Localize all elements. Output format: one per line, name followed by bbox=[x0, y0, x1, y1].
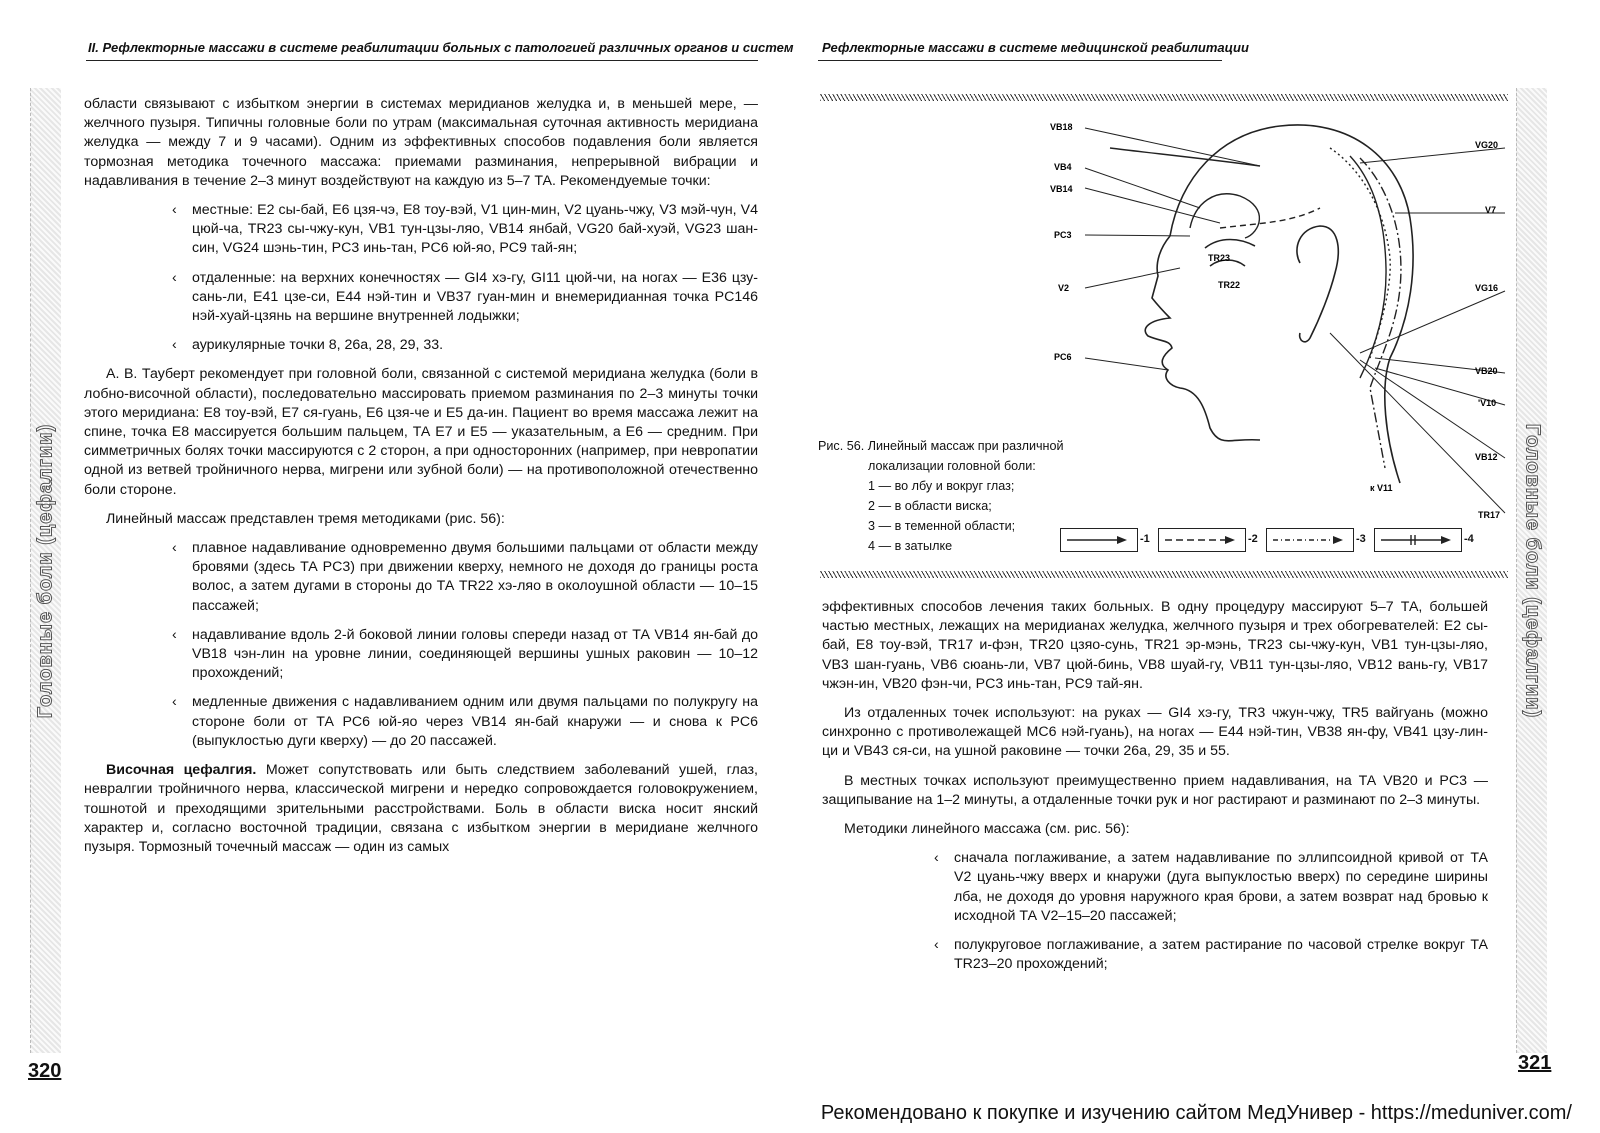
caption-line: 3 — в теменной области; bbox=[868, 519, 1016, 533]
line-1-forehead bbox=[1190, 194, 1259, 238]
label-v10: 'V10 bbox=[1478, 398, 1497, 408]
left-side-tab bbox=[30, 88, 61, 1053]
label-vb18: VB18 bbox=[1050, 122, 1073, 132]
legend-solid-line bbox=[1060, 528, 1138, 552]
bullet-text: надавливание вдоль 2-й боковой линии головы спереди назад от ТА VB14 ян-бай до VB18 чэн-лин на уровне линии, соединяющей вершины ушных раковин — 10–12 прохождений; bbox=[192, 626, 758, 682]
page-number-value: 320 bbox=[28, 1060, 62, 1082]
label-vg20: VG20 bbox=[1475, 140, 1499, 150]
label-vb14: VB14 bbox=[1050, 184, 1073, 194]
left-header-rule bbox=[86, 60, 758, 61]
bullet-text: отдаленные: на верхних конечностях — GI4 хэ-гу, GI11 цюй-чи, на ногах — E36 цзу-сань-ли, E41 цзе-си, E44 нэй-тин и VB37 гуан-мин и внемеридианная точка PC146 нэй-хуай-цзянь на вершине внутренней лодыжки; bbox=[192, 269, 758, 325]
bullet-distant-points bbox=[172, 269, 758, 327]
right-header-rule bbox=[818, 60, 1222, 61]
legend-dotted-line bbox=[1266, 528, 1354, 552]
label-vb20: VB20 bbox=[1475, 366, 1498, 376]
label-vg16: VG16 bbox=[1475, 283, 1499, 293]
right-running-header: Рефлекторные массажи в системе медицинской реабилитации bbox=[822, 40, 1249, 55]
bullet-ellipsoid-technique bbox=[934, 849, 1488, 926]
caption-line: 1 — во лбу и вокруг глаз; bbox=[868, 479, 1015, 493]
label-v2: V2 bbox=[1058, 283, 1070, 293]
label-tr23: TR23 bbox=[1208, 253, 1231, 263]
left-side-tab-label: Головные боли (цефалгии) bbox=[34, 423, 57, 718]
caption-title: Рис. 56. Линейный массаж при различной bbox=[818, 439, 1064, 453]
label-tr22: TR22 bbox=[1218, 280, 1241, 290]
legend-dashed-line bbox=[1158, 528, 1246, 552]
bullet-technique-2 bbox=[172, 626, 758, 684]
bullet-marker: ‹ bbox=[934, 850, 939, 867]
right-paragraph-3: В местных точках используют преимущественно прием надавливания, на ТА VB20 и PC3 — защипывание на 1–2 минуты, а отдаленные точки рук и ног растирают и разминают по 2–3 минуты. bbox=[822, 772, 1488, 808]
bullet-text: полукруговое поглаживание, а затем растирание по часовой стрелке вокруг ТА TR23–20 прохождений; bbox=[954, 937, 1488, 973]
legend-label-4: -4 bbox=[1464, 533, 1474, 545]
right-body-text bbox=[822, 598, 1488, 984]
label-tr17: TR17 bbox=[1478, 510, 1501, 520]
bullet-marker: ‹ bbox=[172, 626, 177, 643]
footer-recommendation: Рекомендовано к покупке и изучению сайтом МедУнивер - https://meduniver.com/ bbox=[820, 1102, 1572, 1124]
legend-solid-arrow bbox=[1061, 529, 1137, 551]
caption-line: 2 — в области виска; bbox=[868, 499, 992, 513]
bullet-text: медленные движения с надавливанием одним или двумя пальцами по полукругу на стороне боли от ТА PC6 юй-яо через VB14 ян-бай кнаружи — и снова к PC6 (выпуклостью дуги кверху) — до 20 пассажей. bbox=[192, 694, 758, 749]
page-number-value: 321 bbox=[1518, 1052, 1552, 1074]
bullet-marker: ‹ bbox=[934, 937, 939, 954]
label-pc6: PC6 bbox=[1054, 352, 1072, 362]
legend-double-bar-arrow bbox=[1375, 529, 1461, 551]
right-page-number bbox=[1518, 1052, 1551, 1075]
figure-caption bbox=[818, 436, 1088, 556]
bullet-text: аурикулярные точки 8, 26а, 28, 29, 33. bbox=[192, 337, 444, 354]
legend-dashed-arrow bbox=[1159, 529, 1245, 551]
left-running-header: II. Рефлекторные массажи в системе реабилитации больных с патологией различных органов и систем bbox=[88, 40, 794, 55]
label-vb12: VB12 bbox=[1475, 452, 1498, 462]
figure-top-hatch bbox=[820, 94, 1508, 101]
left-body-text bbox=[84, 95, 758, 867]
label-pc3: PC3 bbox=[1054, 230, 1072, 240]
bullet-technique-3 bbox=[172, 693, 758, 751]
caption-line: локализации головной боли: bbox=[868, 459, 1036, 473]
bullet-marker: ‹ bbox=[172, 694, 177, 711]
bullet-semicircle-technique bbox=[934, 936, 1488, 974]
left-paragraph-3: Линейный массаж представлен тремя методиками (рис. 56): bbox=[106, 510, 505, 527]
caption-line: 4 — в затылке bbox=[868, 539, 953, 553]
legend-label-1: -1 bbox=[1140, 533, 1150, 545]
bullet-auricular-points bbox=[172, 336, 758, 355]
line-4-occiput bbox=[1360, 158, 1401, 468]
paragraph-text: Может сопутствовать или быть следствием заболеваний ушей, глаз, невралгии тройничного нерва, классической мигрени и нередко сопровождается головокружением, тошнотой и преходящими зрительными расстройствами. Боль в области виска носит янский характер и, согласно восточной традиции, связана с избытком энергии в меридиане желчного пузыря. Тормозный точечный массаж — один из самых bbox=[84, 762, 759, 855]
bullet-marker: ‹ bbox=[172, 540, 177, 557]
right-paragraph-2: Из отдаленных точек используют: на руках — GI4 хэ-гу, TR3 чжун-чжу, TR5 вайгуань (можно синхронно с противолежащей MC6 нэй-гуань), на ногах — E44 нэй-тин, VB38 ян-фу, VB41 цзу-лин-ци и VB43 ся-си, на ушной раковине — точки 26а, 29, 35 и 55. bbox=[822, 705, 1488, 760]
left-paragraph-2: А. В. Тауберт рекомендует при головной боли, связанной с системой меридиана желудка (боли в лобно-височной области), последовательно массировать приемом разминания по 2–3 минуты точки этого меридиана: E8 тоу-вэй, E7 ся-гуань, E6 цзя-че и E5 да-ин. Пациент во время массажа лежит на спине, точка E8 массируется большим пальцем, ТА E7 и E5 — указательным, а E6 — средним. При симметричных болях точки массируются с 2 сторон, а при односторонних (например, при невропатии одной из ветвей тройничного нерва, мигрени или зубной боли) — на противоположной отечественно боли стороне. bbox=[84, 366, 758, 498]
right-page bbox=[800, 0, 1600, 1133]
right-side-tab-label: Головные боли (цефалгии) bbox=[1521, 423, 1544, 718]
right-paragraph-1: эффективных способов лечения таких больных. В одну процедуру массируют 5–7 ТА, большей частью местных, лежащих на меридианах желудка, желчного пузыря и трех обогревателей: E2 сы-бай, E8 тоу-вэй, TR17 и-фэн, TR20 цзяо-сунь, TR21 эр-мэнь, TR23 сы-чжу-кун, VB1 тун-цзы-ляо, VB3 шан-гуань, VB6 сюань-ли, VB7 цюй-бинь, VB8 шуай-гу, VB11 тун-цзы-ляо, VB12 вань-гу, VB17 чжэн-ин, VB20 фэн-чи, PC3 инь-тан, PC9 тай-ян. bbox=[822, 599, 1488, 692]
legend-label-2: -2 bbox=[1248, 533, 1258, 545]
bullet-marker: ‹ bbox=[172, 202, 177, 219]
ear-outline bbox=[1297, 226, 1338, 342]
bullet-text: местные: E2 сы-бай, E6 цзя-чэ, E8 тоу-вэй, V1 цин-мин, V2 цуань-чжу, V3 мэй-чун, V4 цюй-ча, TR23 сы-чжу-кун, VB1 тун-цзы-ляо, VB14 янбай, VG20 бай-хуэй, VG23 шан-син, VG24 шэнь-тин, PC3 инь-тан, PC6 юй-яо, PC9 тай-ян; bbox=[192, 202, 758, 257]
face-profile-outline bbox=[1145, 236, 1260, 441]
bullet-local-points bbox=[172, 201, 758, 259]
left-paragraph-4 bbox=[84, 761, 758, 857]
head-massage-diagram bbox=[1030, 108, 1510, 528]
bullet-text: плавное надавливание одновременно двумя большими пальцами от области между бровями (здесь ТА PC3) при движении кверху, немного не доходя до границы роста волос, а затем дугами в стороны до ТА TR22 хэ-ляо в околоушной области — 10–15 пассажей; bbox=[192, 540, 758, 614]
bullet-marker: ‹ bbox=[172, 337, 177, 354]
bullet-marker: ‹ bbox=[172, 269, 177, 286]
right-side-tab bbox=[1516, 88, 1547, 1053]
legend-double-bar-line bbox=[1374, 528, 1462, 552]
legend-label-3: -3 bbox=[1356, 533, 1366, 545]
label-v7: V7 bbox=[1485, 205, 1497, 215]
bullet-text: сначала поглаживание, а затем надавливание по эллипсоидной кривой от ТА V2 цуань-чжу вверх и кнаружи (дуга выпуклостью вверх) по середине ширины лба, не доходя до уровня наружного края брови, а затем возврат над бровью к исходной ТА V2–15–20 пассажей; bbox=[954, 850, 1488, 924]
bullet-technique-1 bbox=[172, 539, 758, 616]
label-vb4: VB4 bbox=[1054, 162, 1072, 172]
right-paragraph-4: Методики линейного массажа (см. рис. 56): bbox=[844, 821, 1130, 838]
left-page-number bbox=[28, 1060, 61, 1083]
line-2-temple bbox=[1220, 208, 1320, 228]
legend-dotted-arrow bbox=[1267, 529, 1353, 551]
left-paragraph-1: области связывают с избытком энергии в системах меридианов желудка и, в меньшей мере, — желчного пузыря. Типичны головные боли по утрам (максимальная суточная активность меридиана желудка — между 7 и 9 часами). Одним из эффективных способов подавления боли является тормозная методика точечного массажа: приемами разминания, непрерывной вибрации и надавливания в течение 2–3 минут воздействуют на каждую из 5–7 ТА. Рекомендуемые точки: bbox=[84, 96, 758, 189]
section-heading-temporal: Височная цефалгия. bbox=[106, 762, 257, 779]
figure-bottom-hatch bbox=[820, 571, 1508, 578]
label-to-v11: к V11 bbox=[1370, 483, 1393, 493]
